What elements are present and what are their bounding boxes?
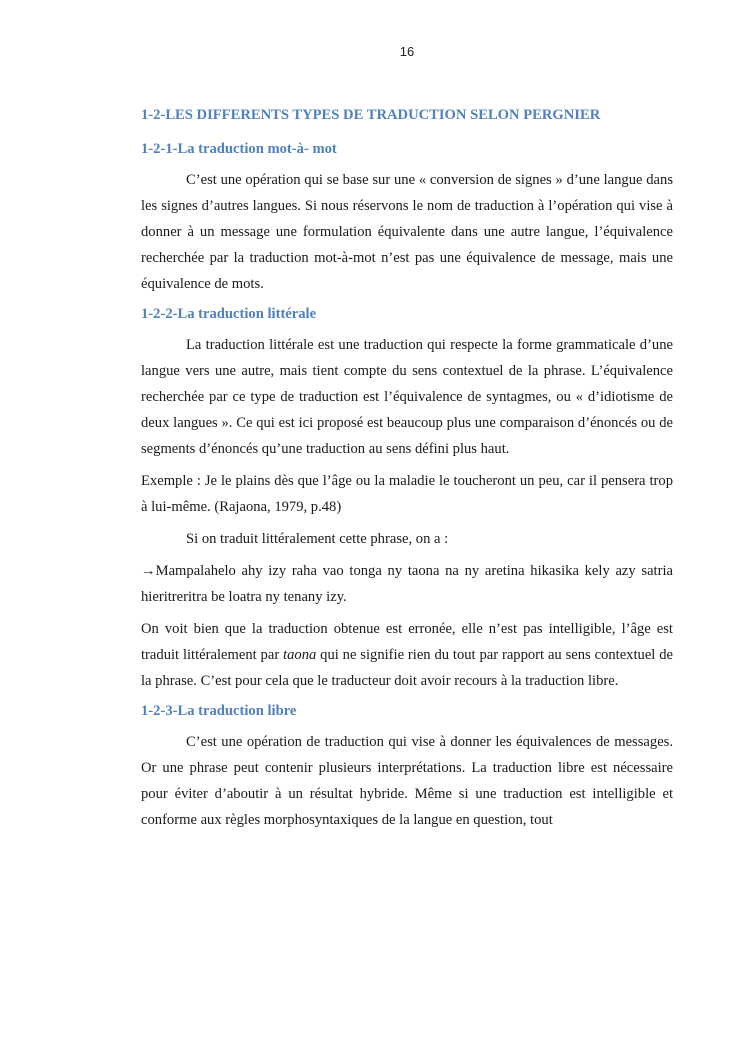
paragraph-libre: C’est une opération de traduction qui vise à donner les équivalences de messages. Or une phrase peut contenir plusieurs interprétations. La traduction libre est nécessaire pour éviter d’aboutir à un résultat hybride. Même si une traduction est intelligible et conforme aux règles morphosyntaxiques de la langue en question, tout (141, 734, 673, 828)
heading-litterale: 1-2-2-La traduction littérale (141, 306, 317, 322)
heading-mot-a-mot: 1-2-1-La traduction mot-à- mot (141, 141, 337, 157)
paragraph-mot-a-mot: C’est une opération qui se base sur une « conversion de signes » d’une langue dans les signes d’autres langues. Si nous réservons le nom de traduction à l’opération qui vise à donner à un message une formulation équivalente dans une autre langue, l’équivalence recherchée par la traduction mot-à-mot n’est pas une équivalence de message, mais une équivalence de mots. (141, 172, 673, 292)
main-heading: 1-2-LES DIFFERENTS TYPES DE TRADUCTION SELON PERGNIER (141, 107, 601, 123)
analysis-italic-word: taona (283, 647, 317, 663)
paragraph-analysis (141, 616, 673, 694)
paragraph-litterale: La traduction littérale est une traduction qui respecte la forme grammaticale d’une langue vers une autre, mais tient compte du sens contextuel de la phrase. L’équivalence recherchée par ce type de traduction est l’équivalence de syntagmes, ou « d’idiotisme de deux langues ». Ce qui est ici proposé est beaucoup plus une comparaison d’énoncés ou de segments d’énoncés qu’une traduction au sens défini plus haut. (141, 337, 673, 457)
page-content (141, 104, 673, 839)
paragraph-example: Exemple : Je le plains dès que l’âge ou la maladie le toucheront un peu, car il pensera trop à lui-même. (Rajaona, 1979, p.48) (141, 473, 673, 515)
paragraph-malagasy-translation: →Mampalahelo ahy izy raha vao tonga ny taona na ny aretina hikasika kely azy satria hieritreritra be loatra ny tenany izy. (141, 563, 673, 605)
analysis-text-start: On voit bien que la traduction obtenue est erronée, elle n’est pas intelligible, l’âge est traduit littéralement par (141, 621, 673, 663)
heading-libre: 1-2-3-La traduction libre (141, 703, 297, 719)
analysis-text-end: qui ne signifie rien du tout par rapport au sens contextuel de la phrase. C’est pour cela que le traducteur doit avoir recours à la traduction libre. (141, 647, 673, 689)
page-number: 16 (399, 44, 415, 59)
paragraph-literal-intro: Si on traduit littéralement cette phrase, on a : (186, 531, 449, 547)
